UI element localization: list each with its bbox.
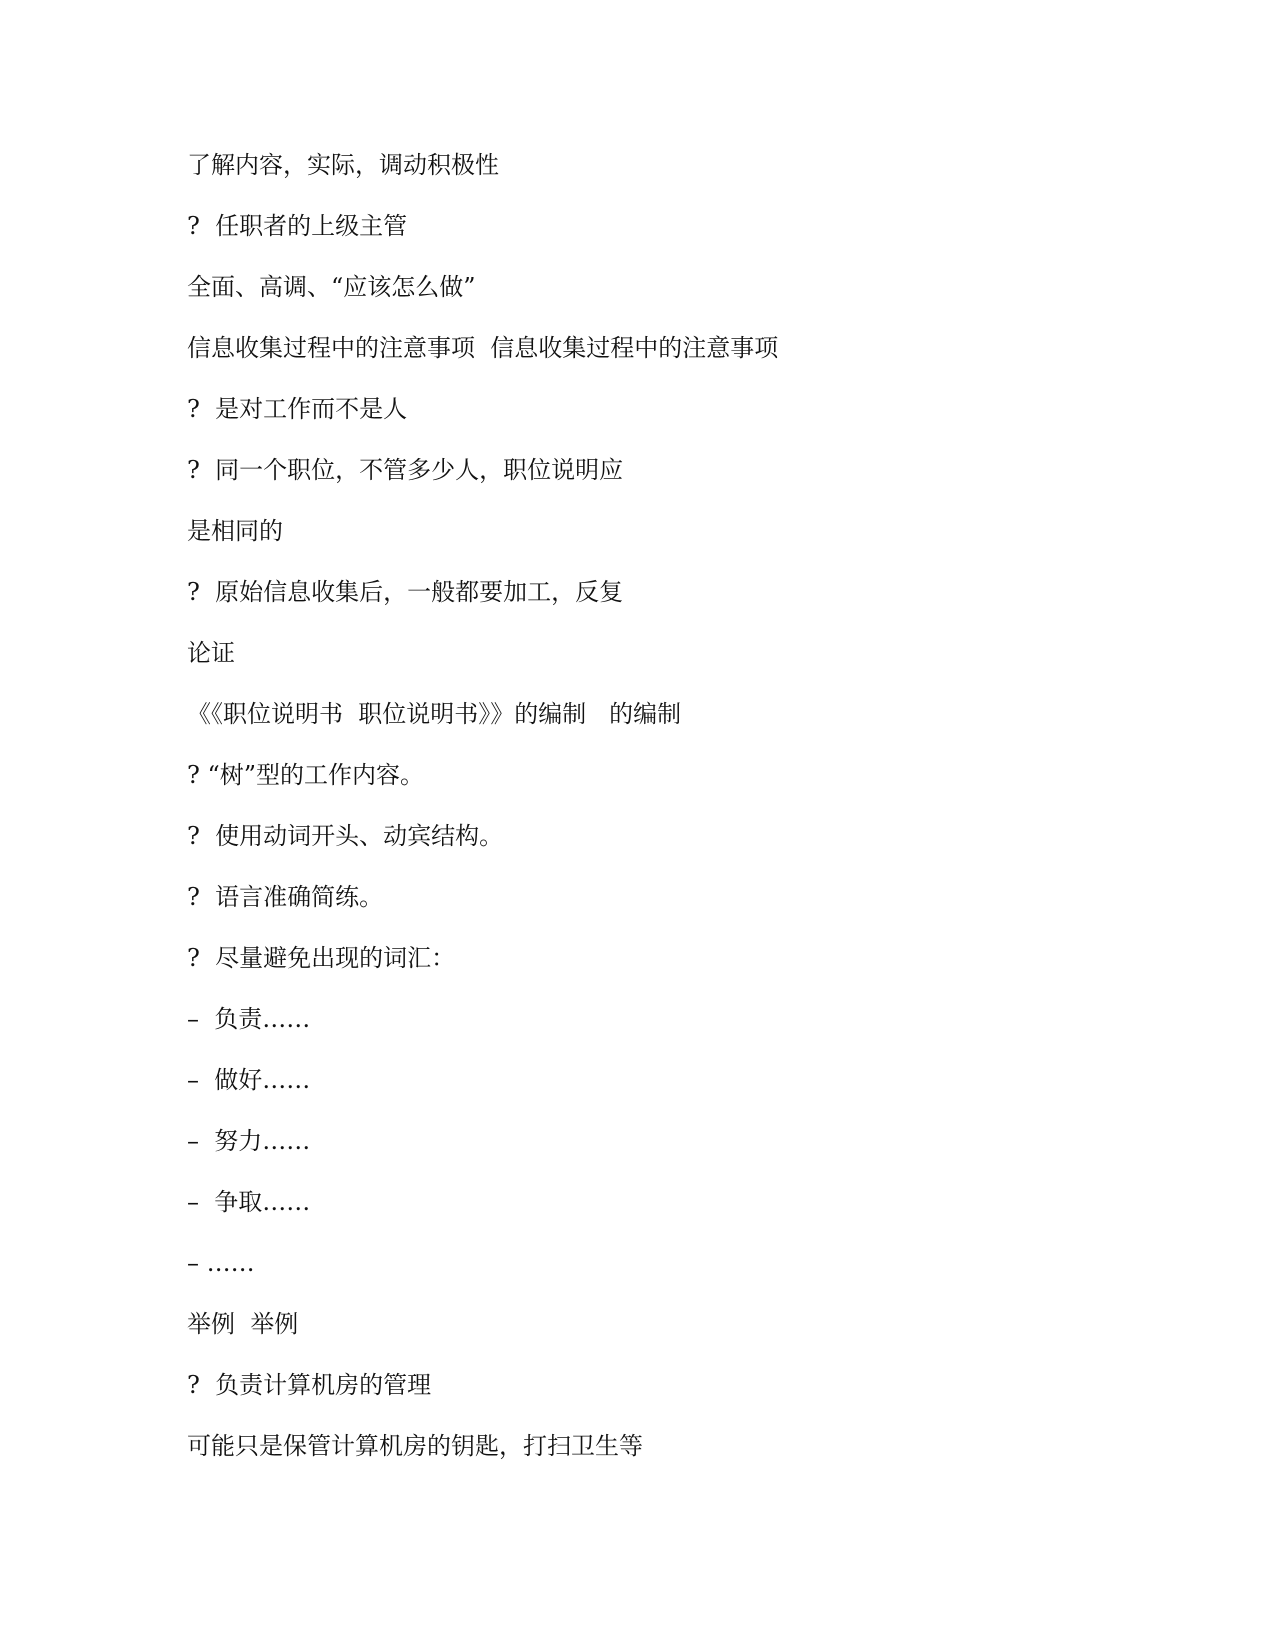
text-line: 论证 (187, 639, 235, 667)
text-line: 了解内容，实际，调动积极性 (187, 151, 499, 179)
text-line: 可能只是保管计算机房的钥匙，打扫卫生等 (187, 1432, 643, 1460)
bullet-line: ? “树”型的工作内容。 (187, 761, 425, 789)
text-line: 全面、高调、“应该怎么做” (187, 273, 476, 301)
dash-item: – 负责…… (187, 1005, 311, 1033)
section-heading: 举例 举例 (187, 1310, 299, 1338)
dash-item: – 争取…… (187, 1188, 311, 1216)
bullet-line: ? 同一个职位，不管多少人，职位说明应 (187, 456, 624, 484)
dash-item: – 努力…… (187, 1127, 311, 1155)
bullet-line: ? 语言准确简练。 (187, 883, 384, 911)
dash-item: – …… (187, 1249, 255, 1277)
bullet-line: ? 任职者的上级主管 (187, 212, 408, 240)
section-heading: 《《职位说明书 职位说明书》》的编制 的编制 (187, 700, 682, 728)
bullet-line: ? 是对工作而不是人 (187, 395, 408, 423)
bullet-line: ? 负责计算机房的管理 (187, 1371, 432, 1399)
section-heading: 信息收集过程中的注意事项 信息收集过程中的注意事项 (187, 334, 779, 362)
bullet-line: ? 使用动词开头、动宾结构。 (187, 822, 504, 850)
dash-item: – 做好…… (187, 1066, 311, 1094)
bullet-line: ? 尽量避免出现的词汇： (187, 944, 456, 972)
text-line: 是相同的 (187, 517, 283, 545)
bullet-line: ? 原始信息收集后，一般都要加工，反复 (187, 578, 624, 606)
